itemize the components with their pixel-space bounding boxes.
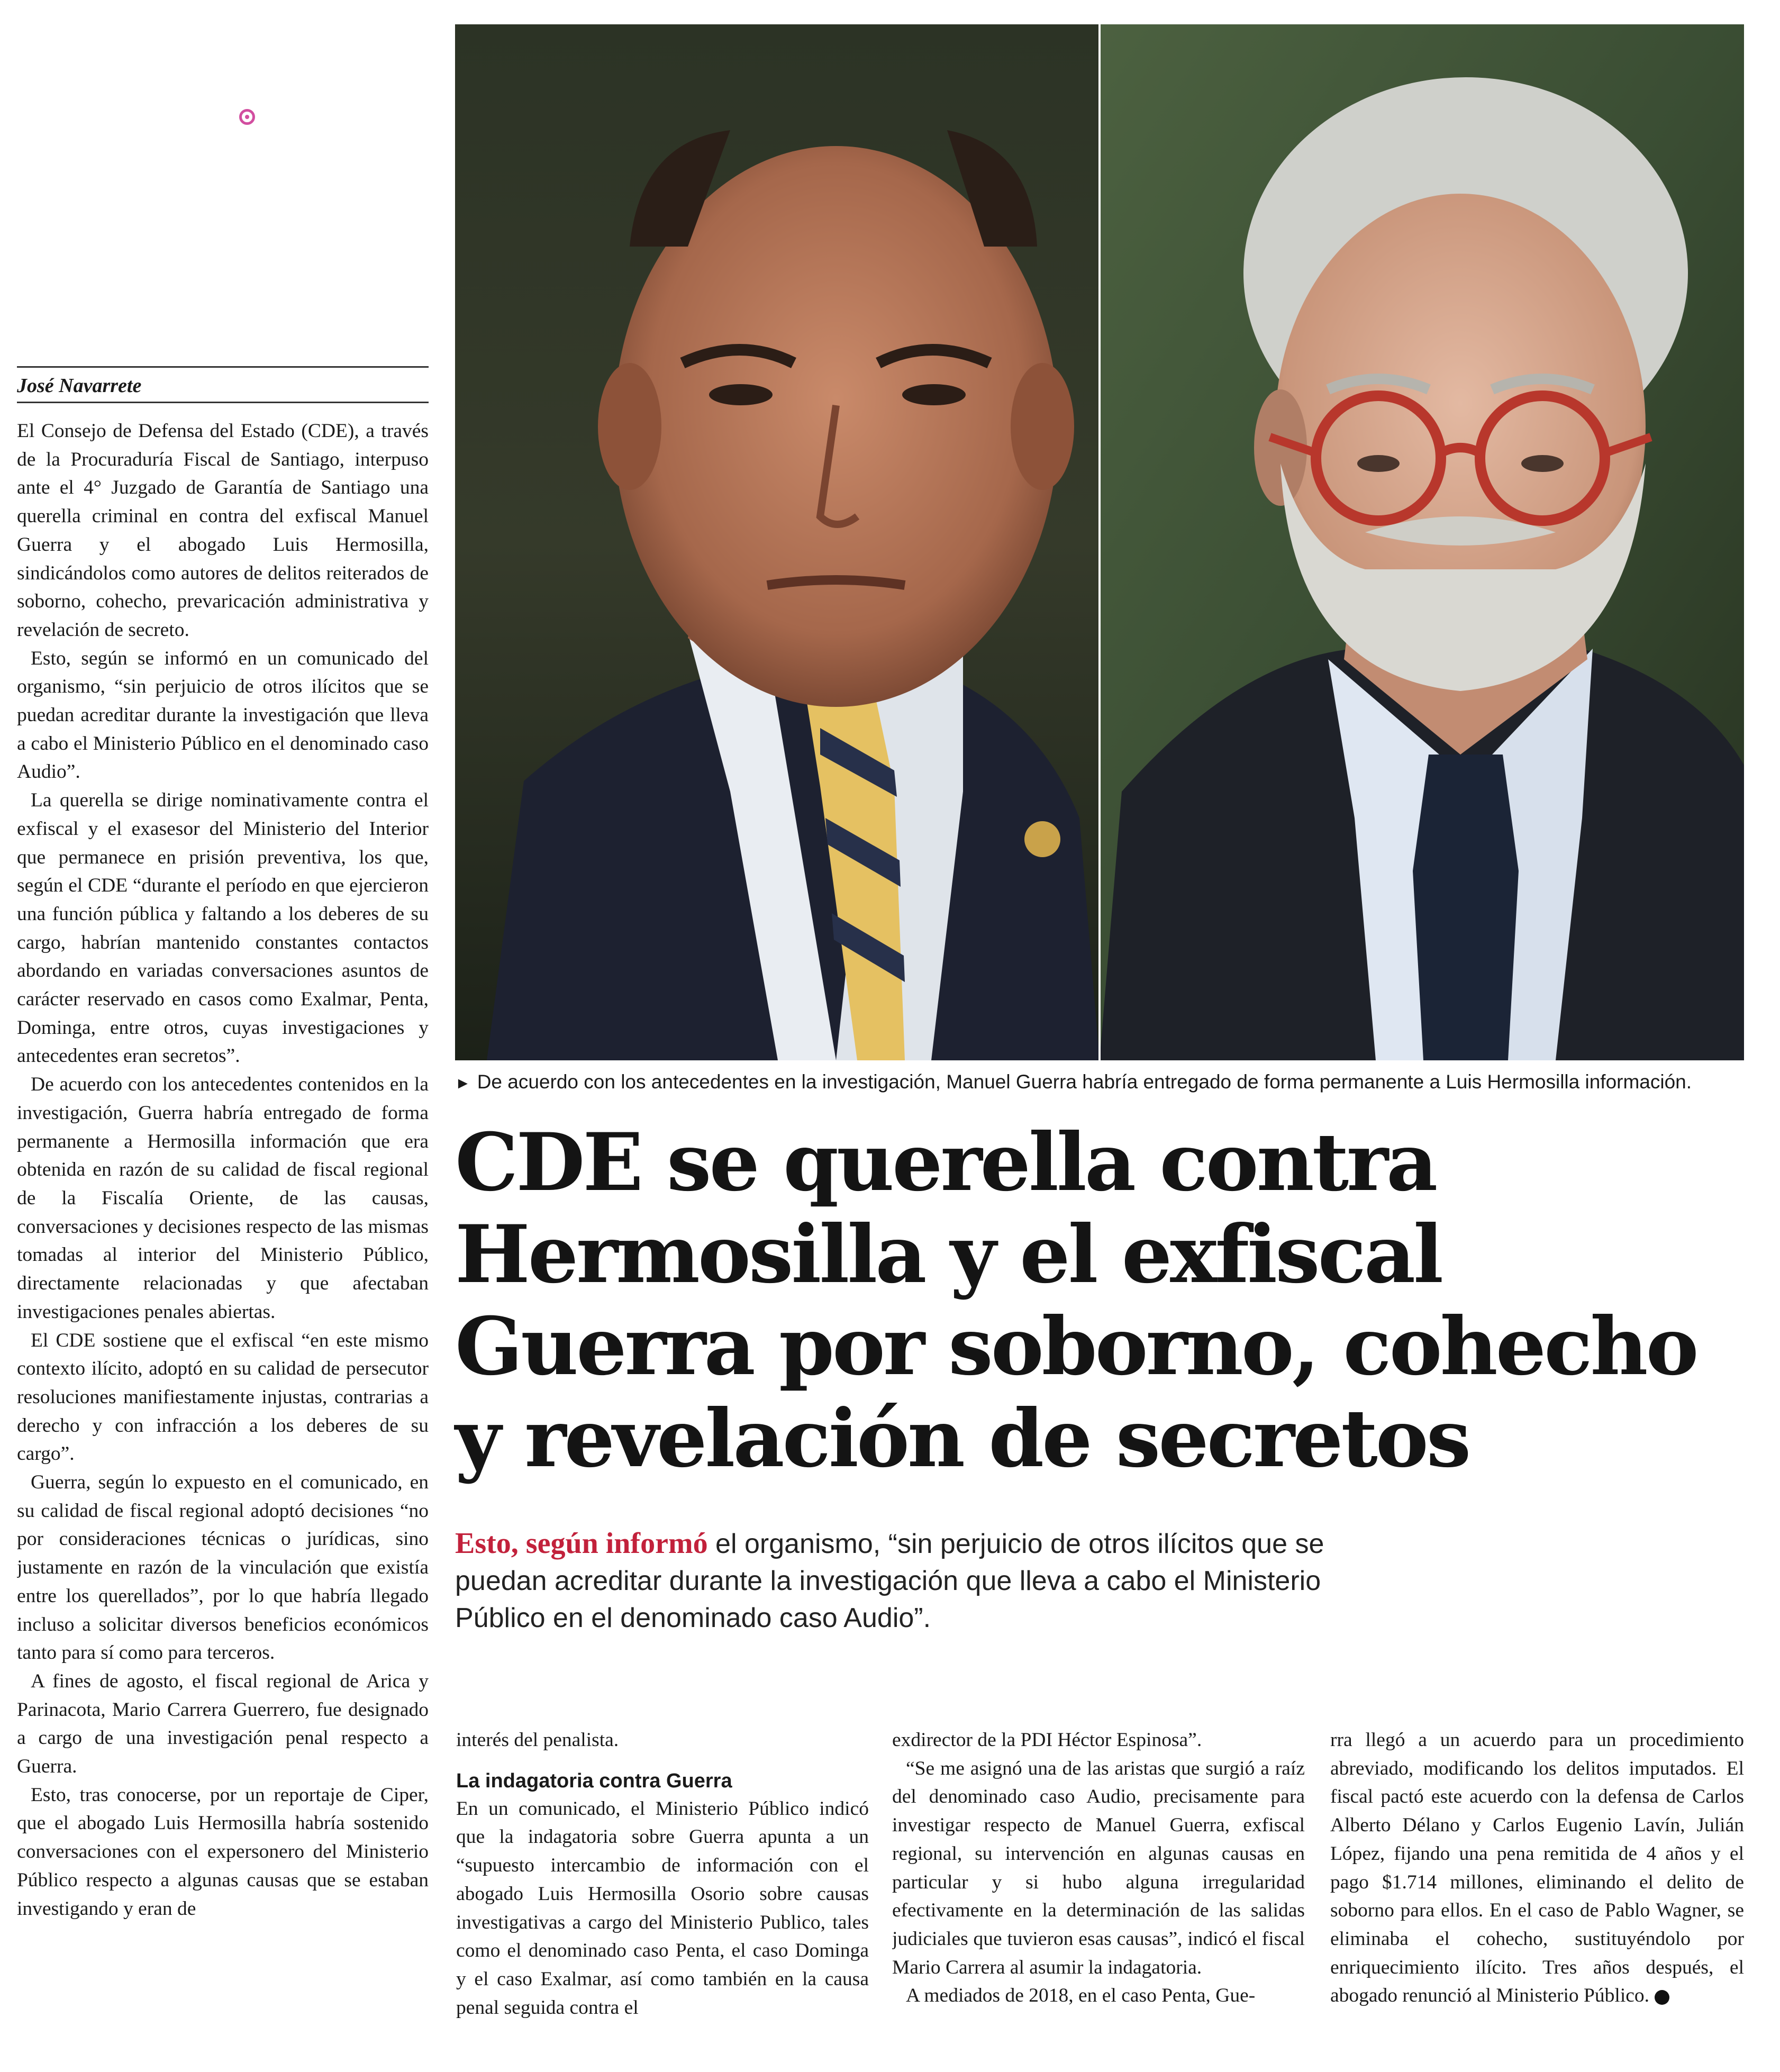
left-column-paragraph: El CDE sostiene que el exfiscal “en este mismo contexto ilícito, adoptó en su calidad de persecutor resoluciones manifiestamente injustas, contrarias a derecho y con infracción a los deberes de su cargo”. (17, 1329, 429, 1465)
column-4-text (1330, 1726, 1744, 2010)
column-2-continuation: interés del penalista. (456, 1729, 619, 1751)
end-mark-icon (1655, 1990, 1669, 2005)
left-column-paragraph: La querella se dirige nominativamente contra el exfiscal y el exasesor del Ministerio del Interior que permanece en prisión preventiva, los que, según el CDE “durante el período en que ejercieron una función pública y faltando a los deberes de su cargo, habrían mantenido constantes contactos abordando en variadas conversaciones asuntos de carácter reservado en casos como Exalmar, Penta, Dominga, entre otros, cuyas investigaciones y antecedentes eran secretos”. (17, 789, 429, 1067)
left-column-paragraph: Guerra, según lo expuesto en el comunicado, en su calidad de fiscal regional adoptó decisiones “no por consideraciones técnicas o jurídicas, sino justamente en razón de la vinculación que existía entre los querellados”, por lo que habría llegado incluso a solicitar diversos beneficios económicos tanto para sí como para terceros. (17, 1471, 429, 1664)
headline-line: y revelación de secretos (455, 1392, 1469, 1485)
column-3-continuation: exdirector de la PDI Héctor Espinosa”. (892, 1729, 1202, 1751)
paragraph: A mediados de 2018, en el caso Penta, Gue- (906, 1985, 1256, 2007)
right-person-image (1100, 24, 1744, 1060)
dek (455, 1525, 1344, 1637)
left-person-image (455, 24, 1100, 1060)
article-photo (455, 24, 1744, 1060)
left-column-paragraph: Esto, tras conocerse, por un reportaje de Ciper, que el abogado Luis Hermosilla habría sostenido conversaciones con el expersonero del Ministerio Público respecto a algunas causas que se estaban investigando y eran de (17, 1784, 429, 1920)
left-column-paragraph: De acuerdo con los antecedentes contenidos en la investigación, Guerra habría entregado de forma permanente a Hermosilla información que era obtenida en razón de su calidad de fiscal regional de la Fiscalía Oriente, de las causas, conversaciones y decisiones respecto de las mismas tomadas al interior del Ministerio Público, directamente relacionadas y que afectaban investigaciones penales abiertas. (17, 1074, 429, 1323)
headline (455, 1116, 1751, 1485)
left-column-paragraph: Esto, según se informó en un comunicado del organismo, “sin perjuicio de otros ilícitos que se puedan acreditar durante la investigación que lleva a cabo el Ministerio Público en el denominado caso Audio”. (17, 647, 429, 783)
column-2 (456, 1726, 869, 2065)
left-column-body (17, 417, 429, 2052)
paragraph: En un comunicado, el Ministerio Público indicó que la indagatoria sobre Guerra apunta a un “supuesto intercambio de información con el abogado Luis Hermosilla Osorio sobre causas investigativas a cargo del Ministerio Publico, tales como el denominado caso Penta, el caso Dominga y el caso Exalmar, así como también en la causa penal seguida contra el (456, 1797, 869, 2019)
headline-line: Guerra por soborno, cohecho (455, 1300, 1697, 1393)
paragraph: “Se me asignó una de las aristas que surgió a raíz del denominado caso Audio, precisamente para investigar respecto de Manuel Guerra, exfiscal regional, su intervención en algunas causas en particular y si hubo alguna irregularidad efectivamente en la determinación de las salidas judiciales que tuvieron esas causas”, indicó el fiscal Mario Carrera al asumir la indagatoria. (892, 1757, 1305, 1978)
dek-lead: Esto, según informó (455, 1527, 708, 1560)
section-subhead: La indagatoria contra Guerra (456, 1769, 732, 1792)
column-4 (1330, 1726, 1744, 2065)
decorative-dot-icon (239, 109, 255, 125)
caption-marker-icon: ► (455, 1075, 471, 1092)
byline: José Navarrete (17, 368, 429, 403)
headline-line: CDE se querella contra (455, 1116, 1436, 1209)
left-column-paragraph: El Consejo de Defensa del Estado (CDE), a través de la Procuraduría Fiscal de Santiago, interpuso ante el 4° Juzgado de Garantía de Santiago una querella criminal en contra del exfiscal Manuel Guerra y el abogado Luis Hermosilla, sindicándolos como autores de delitos reiterados de soborno, cohecho, prevaricación administrativa y revelación de secreto. (17, 420, 429, 641)
left-column-paragraph: A fines de agosto, el fiscal regional de Arica y Parinacota, Mario Carrera Guerrero, fue designado a cargo de una investigación penal respecto a Guerra. (17, 1670, 429, 1778)
caption-text: De acuerdo con los antecedentes en la investigación, Manuel Guerra habría entregado de forma permanente a Luis Hermosilla información. (477, 1071, 1692, 1093)
column-3 (892, 1726, 1305, 2065)
dek-text: el organismo, “sin perjuicio de otros ilícitos que se puedan acreditar durante la investigación que lleva a cabo el Ministerio Público en el denominado caso Audio”. (455, 1529, 1324, 1633)
byline-block (17, 366, 429, 403)
paragraph: rra llegó a un acuerdo para un procedimiento abreviado, modificando los delitos imputados. El fiscal pactó este acuerdo con la defensa de Carlos Alberto Délano y Carlos Eugenio Lavín, Julián López, fijando una pena remitida de 4 años y el pago $1.714 millones, eliminando el delito de soborno para ellos. En el caso de Pablo Wagner, se eliminaba el cohecho, sustituyéndolo por enriquecimiento ilícito. Tres años después, el abogado renunció al Ministerio Público. (1330, 1729, 1744, 2007)
headline-line: Hermosilla y el exfiscal (455, 1208, 1442, 1301)
photo-caption (455, 1071, 1744, 1093)
